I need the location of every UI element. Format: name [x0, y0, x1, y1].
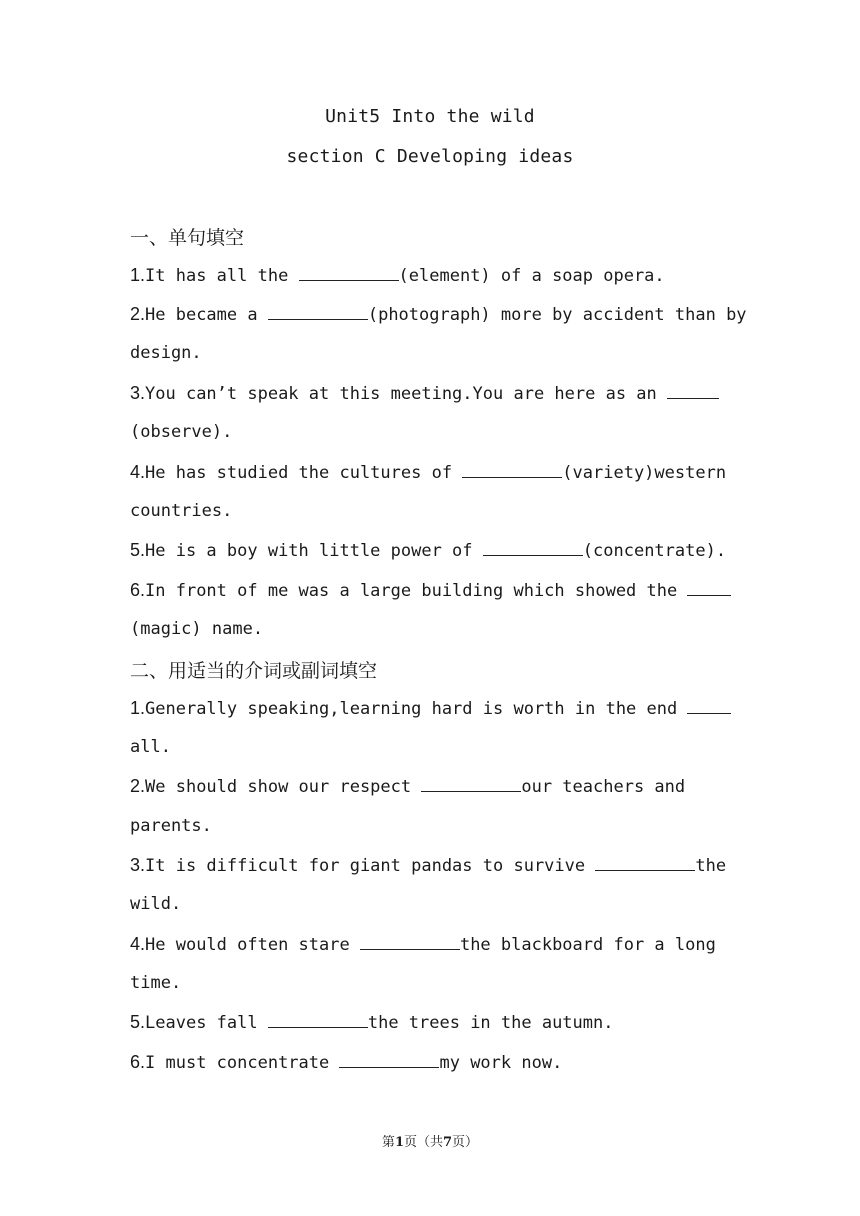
question-text: We should show our respect — [145, 777, 422, 797]
s2-question-6 — [130, 1051, 730, 1074]
question-text: our teachers and — [521, 777, 686, 797]
s1-question-3 — [130, 382, 730, 405]
question-number: 2. — [130, 304, 146, 324]
question-text: (variety)western — [562, 463, 727, 483]
s2-question-5 — [130, 1011, 730, 1034]
question-text: (concentrate). — [582, 541, 727, 561]
s1-question-1 — [130, 264, 730, 287]
question-number: 1. — [130, 698, 146, 718]
question-number: 6. — [130, 1052, 146, 1072]
question-number: 2. — [130, 776, 146, 796]
s1-question-2-cont: design. — [130, 343, 202, 363]
question-number: 3. — [130, 383, 146, 403]
s1-question-5 — [130, 539, 730, 562]
s2-question-4-cont: time. — [130, 973, 182, 993]
page-footer — [0, 1131, 860, 1150]
answer-blank[interactable] — [687, 697, 731, 714]
s2-question-4 — [130, 933, 730, 956]
footer-total-pages: 7 — [443, 1135, 453, 1150]
answer-blank[interactable] — [421, 775, 521, 792]
section1-heading: 一、单句填空 — [130, 227, 245, 249]
question-number: 1. — [130, 265, 146, 285]
s2-question-2 — [130, 775, 730, 798]
question-text: the trees in the autumn. — [367, 1013, 614, 1033]
question-text: He has studied the cultures of — [145, 463, 463, 483]
s1-question-6-cont: (magic) name. — [130, 619, 264, 639]
question-text: (element) of a soap opera. — [398, 266, 665, 286]
page-subtitle: section C Developing ideas — [286, 146, 574, 167]
answer-blank[interactable] — [595, 854, 695, 871]
s2-question-3 — [130, 854, 730, 877]
question-number: 3. — [130, 855, 146, 875]
question-text: my work now. — [439, 1053, 563, 1073]
s2-question-1 — [130, 697, 730, 720]
answer-blank[interactable] — [339, 1051, 439, 1068]
question-text: It is difficult for giant pandas to survive — [145, 856, 596, 876]
question-text: In front of me was a large building which showed the — [145, 581, 688, 601]
question-number: 4. — [130, 462, 146, 482]
answer-blank[interactable] — [268, 1011, 368, 1028]
page-title: Unit5 Into the wild — [325, 106, 535, 127]
question-text: He became a — [145, 305, 268, 325]
answer-blank[interactable] — [687, 579, 731, 596]
s1-question-2 — [130, 303, 747, 326]
section2-heading: 二、用适当的介词或副词填空 — [130, 660, 378, 682]
question-text: He would often stare — [145, 935, 360, 955]
question-number: 4. — [130, 934, 146, 954]
answer-blank[interactable] — [462, 461, 562, 478]
footer-text: 页） — [452, 1135, 479, 1150]
answer-blank[interactable] — [360, 933, 460, 950]
question-text: I must concentrate — [145, 1053, 340, 1073]
answer-blank[interactable] — [268, 303, 368, 320]
footer-page-number: 1 — [394, 1135, 404, 1150]
question-text: It has all the — [145, 266, 299, 286]
s1-question-4 — [130, 461, 730, 484]
s1-question-3-cont: (observe). — [130, 422, 233, 442]
s2-question-1-cont: all. — [130, 737, 171, 757]
answer-blank[interactable] — [299, 264, 399, 281]
footer-text: 页（共 — [403, 1135, 443, 1150]
s2-question-3-cont: wild. — [130, 894, 182, 914]
question-text: Leaves fall — [145, 1013, 268, 1033]
question-number: 6. — [130, 580, 146, 600]
question-text: the blackboard for a long — [459, 935, 716, 955]
answer-blank[interactable] — [483, 539, 583, 556]
answer-blank[interactable] — [667, 382, 719, 399]
s2-question-2-cont: parents. — [130, 816, 212, 836]
question-text: (photograph) more by accident than by — [367, 305, 747, 325]
s1-question-4-cont: countries. — [130, 501, 233, 521]
s1-question-6 — [130, 579, 730, 602]
question-text: the — [695, 856, 727, 876]
question-text: Generally speaking,learning hard is worth in the end — [145, 699, 688, 719]
footer-text: 第 — [381, 1135, 395, 1150]
question-number: 5. — [130, 540, 146, 560]
question-text: You can’t speak at this meeting.You are here as an — [145, 384, 667, 404]
question-text: He is a boy with little power of — [145, 541, 483, 561]
question-number: 5. — [130, 1012, 146, 1032]
